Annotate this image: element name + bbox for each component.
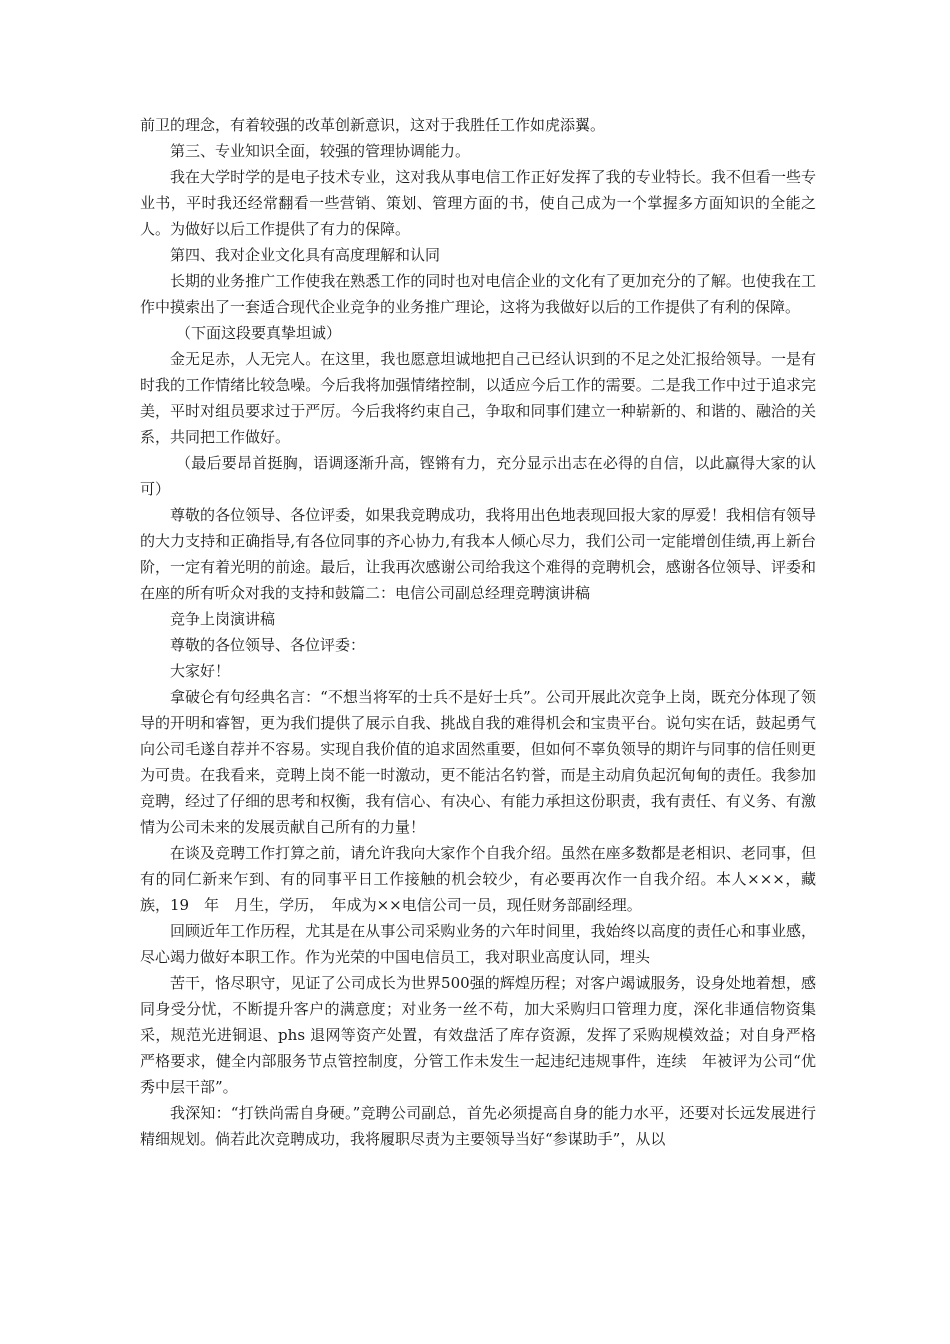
document-page	[140, 112, 816, 1152]
paragraph: （下面这段要真挚坦诚）	[176, 324, 342, 342]
paragraph: 尊敬的各位领导、各位评委，如果我竞聘成功，我将用出色地表现回报大家的厚爱！我相信有领导的大力支持和正确指导,有各位同事的齐心协力,有我本人倾心尽力，我们公司一定能增创佳绩,再上新台阶，一定有着光明的前途。最后，让我再次感谢公司给我这个难得的竞聘机会，感谢各位领导、评委和在座的所有听众对我的支持和鼓篇二：电信公司副总经理竞聘演讲稿	[140, 506, 816, 602]
paragraph: 长期的业务推广工作使我在熟悉工作的同时也对电信企业的文化有了更加充分的了解。也使我在工作中摸索出了一套适合现代企业竞争的业务推广理论，这将为我做好以后的工作提供了有利的保障。	[140, 272, 816, 316]
paragraph: 第三、专业知识全面，较强的管理协调能力。	[170, 142, 471, 160]
paragraph: 苦干，恪尽职守，见证了公司成长为世界500强的辉煌历程；对客户竭诚服务，设身处地着想，感同身受分忧，不断提升客户的满意度；对业务一丝不苟，加大采购归口管理力度，深化非通信物资集采，规范光进铜退、phs 退网等资产处置，有效盘活了库存资源，发挥了采购规模效益；对自身严格严格要求，健全内部服务节点管控制度，分管工作未发生一起违纪违规事件，连续 年被评为公司“优秀中层干部”。	[140, 974, 816, 1096]
paragraph: 在谈及竞聘工作打算之前，请允许我向大家作个自我介绍。虽然在座多数都是老相识、老同事，但有的同仁新来乍到、有的同事平日工作接触的机会较少，有必要再次作一自我介绍。本人×××，藏族，19 年 月生，学历， 年成为××电信公司一员，现任财务部副经理。	[140, 844, 816, 914]
paragraph: 我深知：“打铁尚需自身硬。”竞聘公司副总，首先必须提高自身的能力水平，还要对长远发展进行精细规划。倘若此次竞聘成功，我将履职尽责为主要领导当好“参谋助手”，从以	[140, 1104, 816, 1148]
paragraph: 拿破仑有句经典名言：“不想当将军的士兵不是好士兵”。公司开展此次竞争上岗，既充分体现了领导的开明和睿智，更为我们提供了展示自我、挑战自我的难得机会和宝贵平台。说句实在话，鼓起勇气向公司毛遂自荐并不容易。实现自我价值的追求固然重要，但如何不辜负领导的期许与同事的信任则更为可贵。在我看来，竞聘上岗不能一时激动，更不能沽名钓誉，而是主动肩负起沉甸甸的责任。我参加竞聘，经过了仔细的思考和权衡，我有信心、有决心、有能力承担这份职责，我有责任、有义务、有激情为公司未来的发展贡献自己所有的力量！	[140, 688, 816, 836]
paragraph: 第四、我对企业文化具有高度理解和认同	[170, 246, 441, 264]
paragraph: 金无足赤，人无完人。在这里，我也愿意坦诚地把自己已经认识到的不足之处汇报给领导。一是有时我的工作情绪比较急噪。今后我将加强情绪控制，以适应今后工作的需要。二是我工作中过于追求完美，平时对组员要求过于严厉。今后我将约束自己，争取和同事们建立一种崭新的、和谐的、融洽的关系，共同把工作做好。	[140, 350, 816, 446]
paragraph: 尊敬的各位领导、各位评委：	[170, 636, 366, 654]
paragraph: 竞争上岗演讲稿	[170, 610, 276, 628]
paragraph: 回顾近年工作历程，尤其是在从事公司采购业务的六年时间里，我始终以高度的责任心和事业感，尽心竭力做好本职工作。作为光荣的中国电信员工，我对职业高度认同，埋头	[140, 922, 816, 966]
paragraph: 前卫的理念，有着较强的改革创新意识，这对于我胜任工作如虎添翼。	[140, 116, 606, 134]
paragraph: 我在大学时学的是电子技术专业，这对我从事电信工作正好发挥了我的专业特长。我不但看一些专业书，平时我还经常翻看一些营销、策划、管理方面的书，使自己成为一个掌握多方面知识的全能之人。为做好以后工作提供了有力的保障。	[140, 168, 816, 238]
paragraph: 大家好！	[170, 662, 231, 680]
paragraph: （最后要昂首挺胸，语调逐渐升高，铿锵有力，充分显示出志在必得的自信，以此赢得大家的认可）	[140, 454, 816, 498]
